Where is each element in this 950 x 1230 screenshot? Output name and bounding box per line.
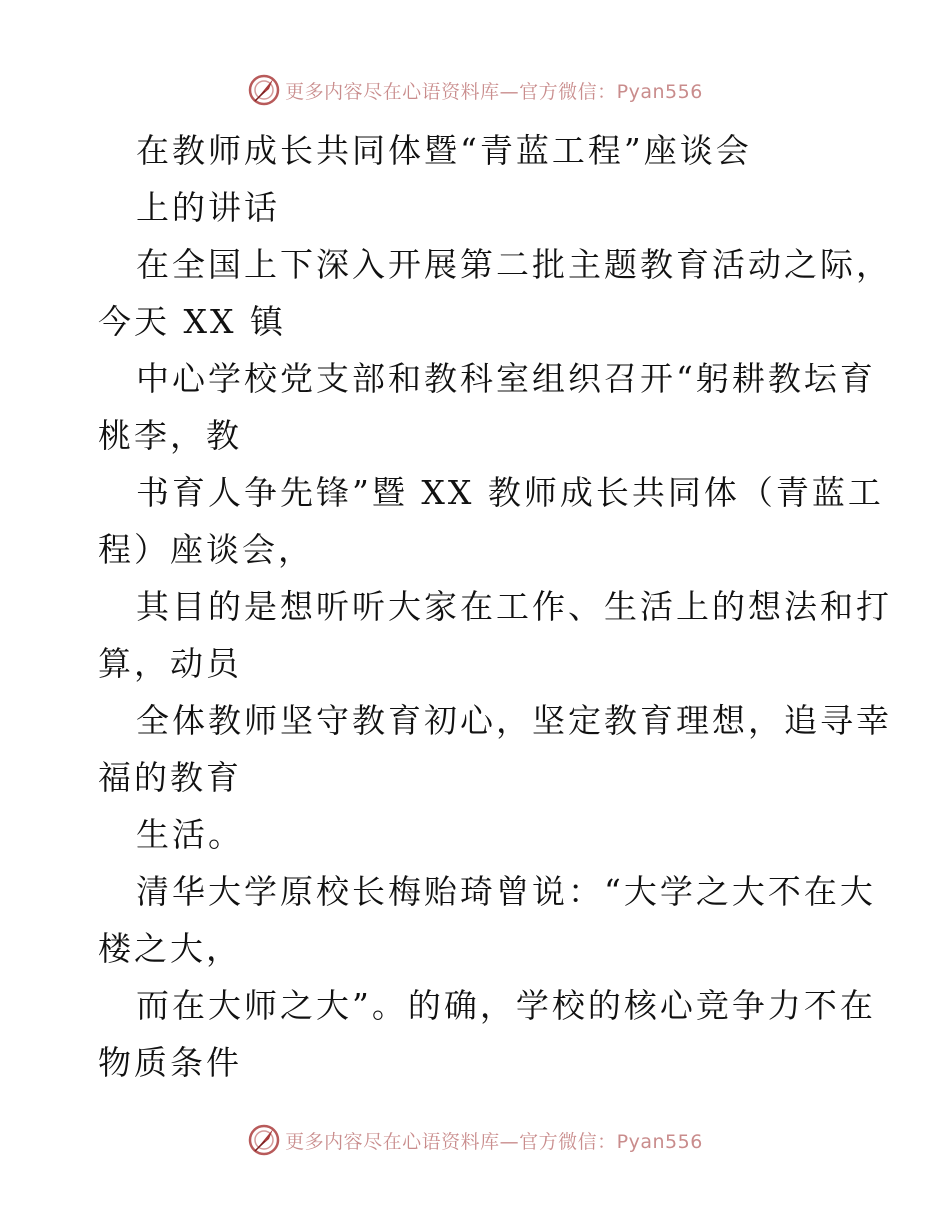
text-line: 全体教师坚守教育初心，坚定教育理想，追寻幸 xyxy=(136,701,892,740)
document-body xyxy=(98,122,892,1091)
header-watermark xyxy=(0,70,950,110)
text-line: 福的教育 xyxy=(98,758,242,797)
quill-logo-icon xyxy=(247,1123,281,1157)
text-line: 清华大学原校长梅贻琦曾说：“大学之大不在大 xyxy=(136,872,876,911)
text-line: 物质条件 xyxy=(98,1043,242,1082)
text-line: 上的讲话 xyxy=(136,188,280,227)
watermark-text: 更多内容尽在心语资料库—官方微信：Pyan556 xyxy=(285,80,703,103)
text-line: 而在大师之大”。的确，学校的核心竞争力不在 xyxy=(136,986,876,1025)
watermark-text: 更多内容尽在心语资料库—官方微信：Pyan556 xyxy=(285,1130,703,1153)
text-line: 楼之大， xyxy=(98,929,242,968)
quill-logo-icon xyxy=(247,73,281,107)
text-line: 桃李，教 xyxy=(98,416,242,455)
text-line: 算，动员 xyxy=(98,644,242,683)
text-line: 在全国上下深入开展第二批主题教育活动之际， xyxy=(136,245,892,284)
text-line: 中心学校党支部和教科室组织召开“躬耕教坛育 xyxy=(136,359,876,398)
text-line: 书育人争先锋”暨 XX 教师成长共同体（青蓝工 xyxy=(136,473,884,512)
text-line: 在教师成长共同体暨“青蓝工程”座谈会 xyxy=(136,131,752,170)
text-line: 生活。 xyxy=(136,815,244,854)
text-line: 程）座谈会， xyxy=(98,530,314,569)
footer-watermark xyxy=(0,1120,950,1160)
text-line: 其目的是想听听大家在工作、生活上的想法和打 xyxy=(136,587,892,626)
text-line: 今天 XX 镇 xyxy=(98,302,286,341)
